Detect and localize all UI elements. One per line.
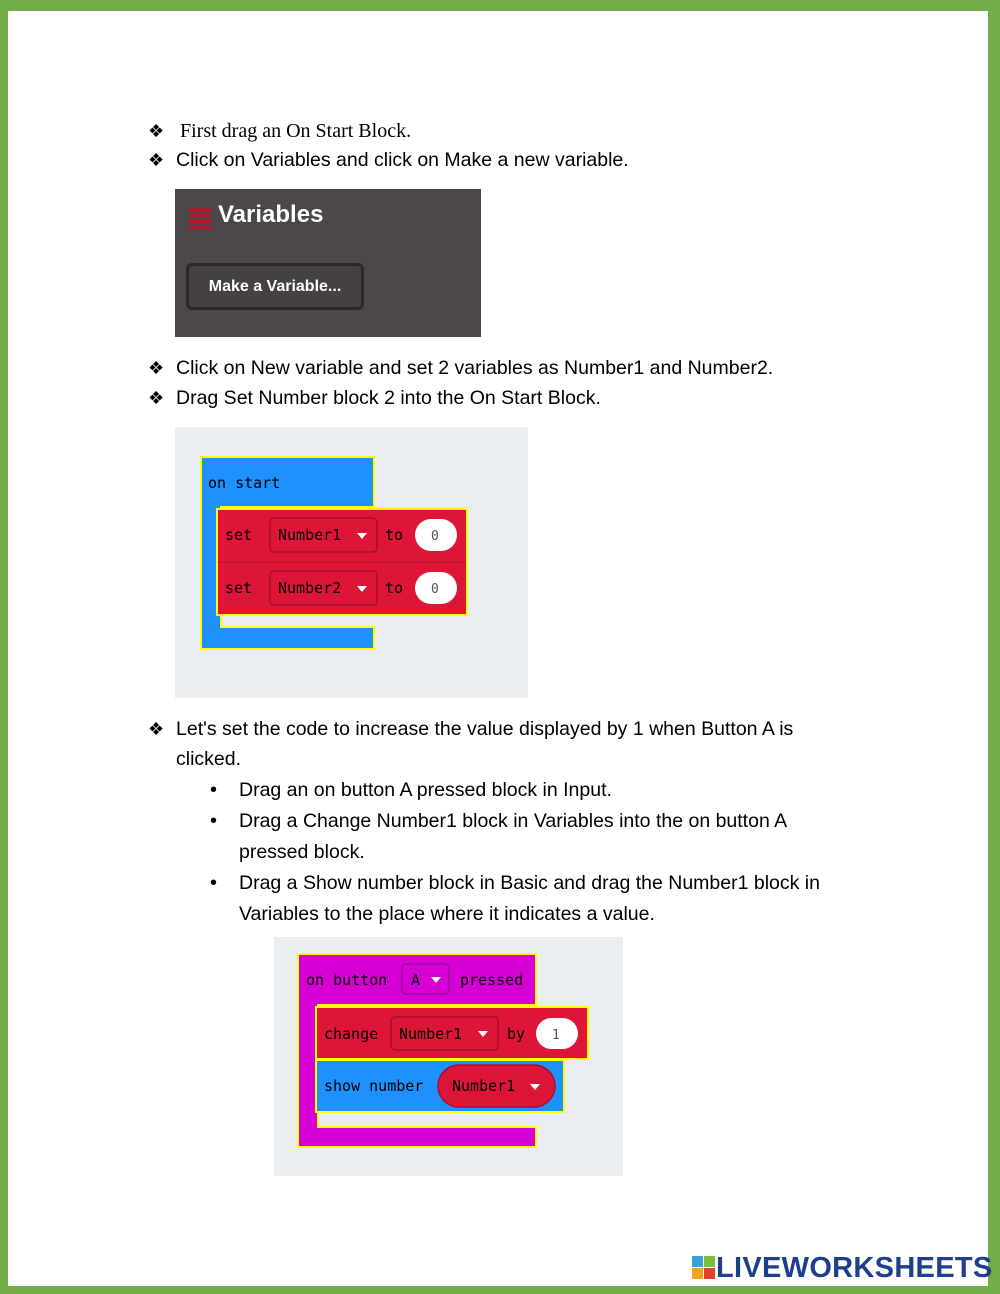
sub-bullet-item — [210, 806, 870, 867]
bullet-item — [148, 145, 629, 175]
instruction-text: Click on New variable and set 2 variables as Number1 and Number2. — [176, 357, 774, 379]
change-variable-name: Number1 — [399, 1025, 463, 1043]
pressed-label: pressed — [460, 971, 524, 989]
value-text-2: 0 — [431, 582, 439, 597]
instruction-line: clicked. — [176, 748, 242, 770]
sub-instruction-text: Drag an on button A pressed block in Input. — [239, 779, 612, 801]
show-number-keyword: show number — [324, 1077, 424, 1095]
bullet-item — [148, 714, 848, 774]
to-keyword-1: to — [385, 526, 404, 544]
block-workspace — [175, 427, 528, 698]
button-letter: A — [411, 971, 421, 989]
block-workspace — [274, 937, 623, 1176]
logo-text: LIVEWORKSHEETS — [716, 1251, 993, 1284]
on-start-block-image — [175, 427, 528, 698]
value-text-1: 0 — [431, 529, 439, 544]
sub-instruction-line: Variables to the place where it indicates a value. — [239, 902, 655, 925]
sub-instruction-line: Drag a Show number block in Basic and drag the Number1 block in — [239, 872, 820, 894]
diamond-bullet-icon: ❖ — [148, 150, 165, 170]
on-button-label: on button — [306, 971, 388, 989]
sub-bullet-item — [210, 868, 870, 929]
set-keyword-1: set — [225, 526, 253, 544]
button-dropdown — [402, 964, 449, 994]
sub-instruction-text — [239, 868, 820, 929]
variables-title: Variables — [218, 201, 324, 228]
instruction-text: Drag Set Number block 2 into the On Start Block. — [176, 387, 601, 409]
to-keyword-2: to — [385, 579, 404, 597]
change-keyword: change — [324, 1025, 379, 1043]
diamond-bullet-icon: ❖ — [148, 358, 165, 378]
instruction-text: First drag an On Start Block. — [180, 120, 412, 142]
diamond-bullet-icon: ❖ — [148, 121, 165, 141]
button-a-block-image — [274, 937, 623, 1176]
diamond-bullet-icon: ❖ — [148, 719, 165, 739]
bullet-item — [148, 383, 601, 413]
variable-name-1: Number1 — [278, 526, 342, 544]
sub-bullet-item — [210, 775, 870, 806]
instruction-text — [176, 714, 793, 774]
show-variable-name: Number1 — [452, 1077, 516, 1095]
variable-name-2: Number2 — [278, 579, 342, 597]
dot-bullet-icon: • — [210, 872, 218, 894]
variables-panel-image — [175, 189, 481, 337]
sub-instruction-line: Drag a Change Number1 block in Variables into the on button A — [239, 810, 788, 832]
make-variable-button: Make a Variable... — [186, 263, 364, 310]
dot-bullet-icon: • — [210, 810, 218, 832]
instruction-line: Let's set the code to increase the value displayed by 1 when Button A is — [176, 718, 794, 740]
liveworksheets-logo-icon — [692, 1256, 716, 1280]
liveworksheets-logo — [692, 1253, 993, 1283]
set-keyword-2: set — [225, 579, 253, 597]
dot-bullet-icon: • — [210, 779, 218, 801]
sub-instruction-line: pressed block. — [239, 840, 365, 863]
bullet-item — [148, 116, 411, 146]
change-value-text: 1 — [552, 1028, 560, 1043]
instruction-text: Click on Variables and click on Make a new variable. — [176, 149, 629, 171]
bullet-item — [148, 353, 773, 383]
diamond-bullet-icon: ❖ — [148, 388, 165, 408]
variables-list-icon — [189, 208, 211, 230]
on-start-label: on start — [208, 474, 281, 492]
sub-instruction-text — [239, 806, 787, 867]
by-keyword: by — [507, 1025, 526, 1043]
